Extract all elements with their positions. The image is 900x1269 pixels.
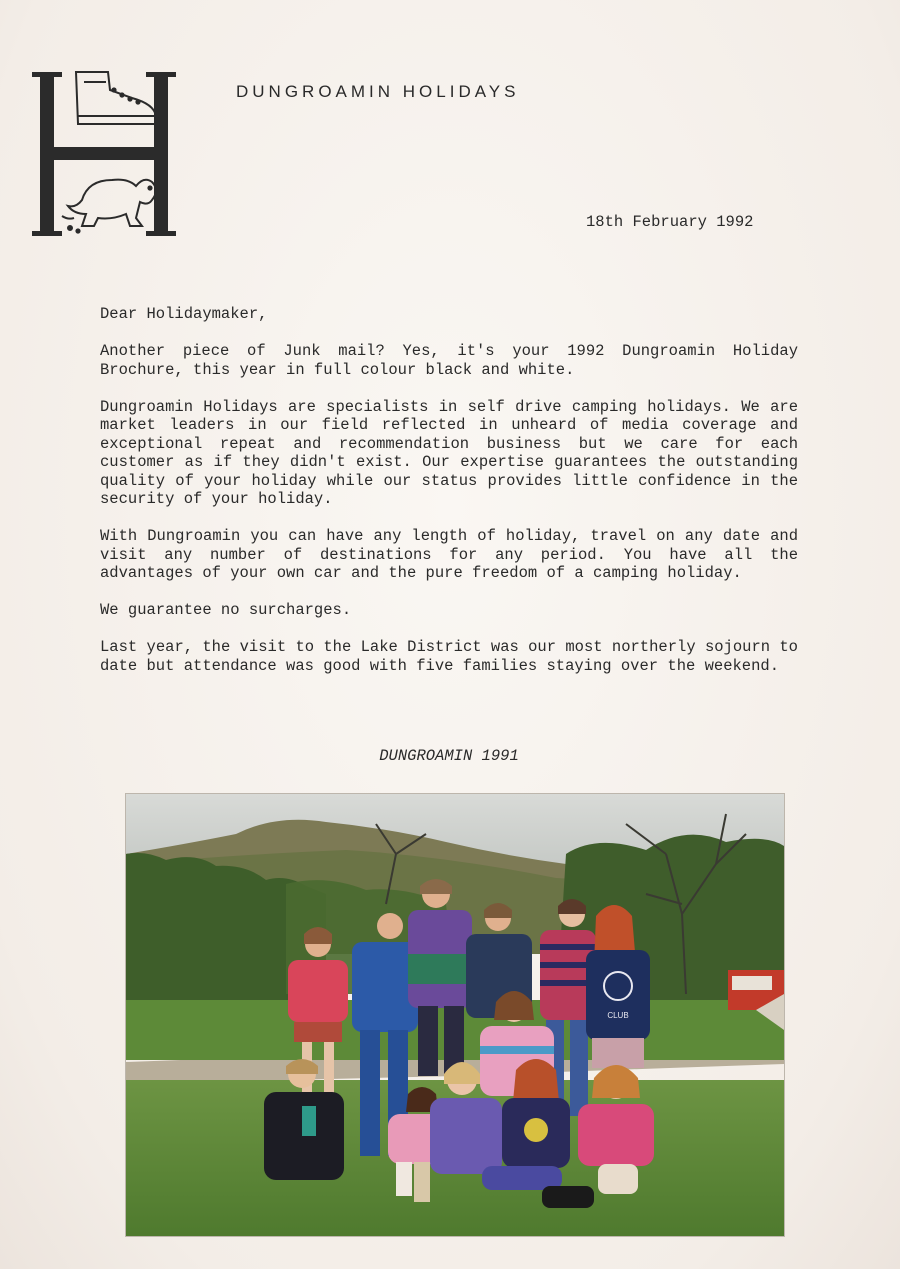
logo-letter-h: [32, 72, 176, 236]
dog-icon: [62, 180, 156, 233]
letter-date: 18th February 1992: [586, 213, 754, 231]
company-name: DUNGROAMIN HOLIDAYS: [236, 82, 520, 101]
paragraph: Another piece of Junk mail? Yes, it's your 1992 Dungroamin Holiday Brochure, this year in full colour black and white.: [100, 342, 798, 379]
photo-caption: DUNGROAMIN 1991: [379, 747, 519, 765]
company-logo: [32, 68, 190, 240]
paragraph: Dungroamin Holidays are specialists in self drive camping holidays. We are market leaders in our field reflected in unheard of media coverage and exceptional repeat and recommendation business but we care for each customer as if they didn't exist. Our expertise guarantees the outstanding quality of your holiday while our status provides little confidence in the security of your holiday.: [100, 397, 798, 508]
paragraph: We guarantee no surcharges.: [100, 601, 352, 619]
paragraph: With Dungroamin you can have any length of holiday, travel on any date and visit any number of destinations for any period. You have all the advantages of your own car and the pure freedom of a camping holiday.: [100, 527, 798, 582]
sweatshirt-text: CLUB: [607, 1011, 629, 1020]
letter-body: [100, 305, 798, 675]
paragraph: Last year, the visit to the Lake District was our most northerly sojourn to date but attendance was good with five families staying over the weekend.: [100, 638, 798, 675]
salutation: Dear Holidaymaker,: [100, 305, 268, 323]
boot-icon: [76, 72, 156, 124]
group-photo: [126, 794, 784, 1236]
photo-illustration: [126, 794, 784, 1236]
